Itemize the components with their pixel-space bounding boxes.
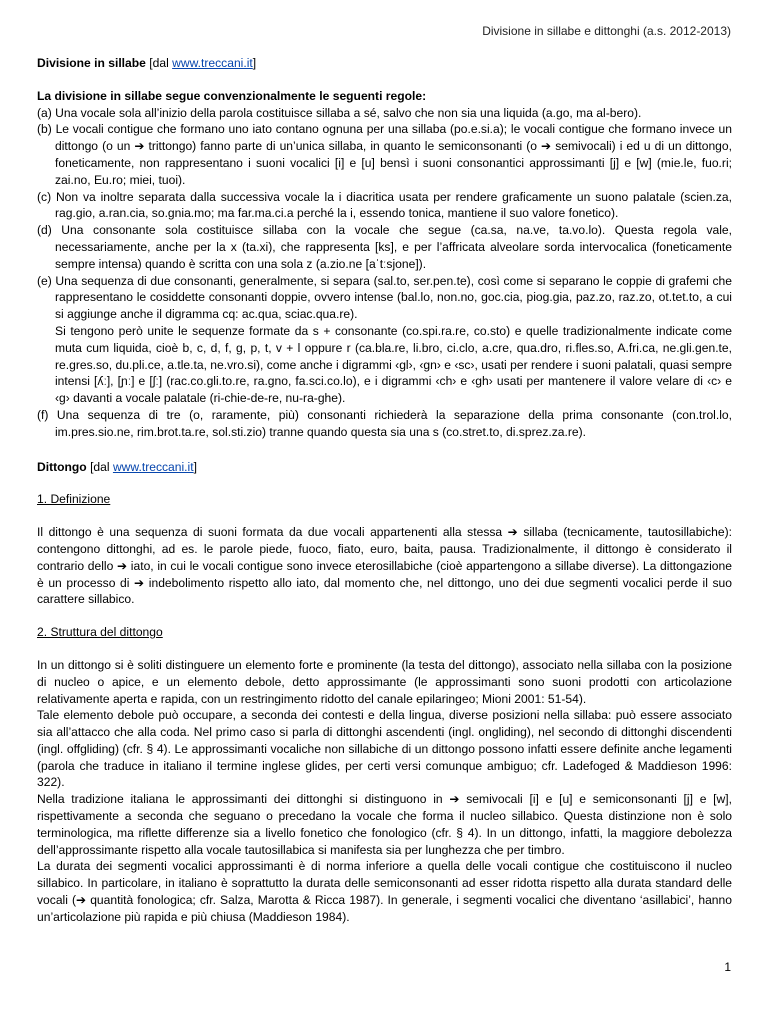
source-open: [dal (86, 459, 113, 474)
struttura-paragraph: In un dittongo si è soliti distinguere un elemento forte e prominente (la testa del dittongo), associato nella sillaba con la posizione di nucleo o apice, e un elemento debole, detto approssimante (le approssimanti sono suoni prodotti con articolazione relativamente aperta e rapida, con un restringimento ridotto del canale epilaringeo; Mioni 2001: 51-54). (37, 657, 732, 706)
page-header: Divisione in sillabe e dittonghi (a.s. 2012-2013) (482, 24, 731, 38)
subsection-title-definizione: 1. Definizione (37, 492, 111, 507)
subsection-title-struttura: 2. Struttura del dittongo (37, 625, 163, 640)
section-title-dittongo (37, 459, 732, 476)
section-title-divisione (37, 55, 732, 72)
rule-f: (f) Una sequenza di tre (o, raramente, più) consonanti richiederà la separazione della prima consonante (con.trol.lo, im.pres.sio.ne, rim.brot.ta.re, sol.sti.zio) tranne quando questa sia una s (co.stret.to, di.sprez.za.re). (37, 407, 732, 439)
document-body (37, 55, 732, 926)
source-open: [dal (145, 56, 173, 70)
rules-intro: La divisione in sillabe segue convenzionalmente le seguenti regole: (37, 88, 427, 103)
page-number: 1 (724, 960, 731, 974)
treccani-link[interactable]: www.treccani.it (112, 459, 194, 474)
struttura-paragraph: Nella tradizione italiana le approssimanti dei dittonghi si distinguono in ➔ semivocali [i] e [u] e semiconsonanti [j] e [w], rispettivamente a seconda che seguano o precedano la vocale che forma il nucleo sillabico. Questa distinzione non è solo terminologica, ma riflette differenze sia a livello fonetico che fonologico (cfr. § 4). In un dittongo, infatti, la maggiore debolezza dell’approssimante rispetto alla vocale tautosillabica si manifesta sia per lunghezza che per timbro. (37, 792, 732, 857)
source-close: ] (252, 56, 257, 70)
struttura-paragraph: Tale elemento debole può occupare, a seconda dei contesti e della lingua, diverse posizioni nella sillaba: può essere associato sia all’attacco che alla coda. Nel primo caso si parla di dittonghi ascendenti (ingl. ongliding), nel secondo di dittonghi discendenti (ingl. offgliding) (cfr. § 4). Le approssimanti vocaliche non sillabiche di un dittongo possono infatti essere definite anche legamenti (parola che traduce in italiano il termine inglese glides, per certi versi comunque ambiguo; cfr. Ladefoged & Maddieson 1996: 322). (37, 708, 732, 790)
definition-paragraph: Il dittongo è una sequenza di suoni formata da due vocali appartenenti alla stessa ➔ sillaba (tecnicamente, tautosillabiche): contengono dittonghi, ad es. le parole piede, fuoco, fiato, euro, baita, pausa. Tradizionalmente, il dittongo è considerato il contrario dello ➔ iato, in cui le vocali contigue sono invece eterosillabiche (cioè appartengono a sillabe diverse). La dittongazione è un processo di ➔ indebolimento rispetto allo iato, dal momento che, nel dittongo, uno dei due segmenti vocalici perde il suo carattere sillabico. (37, 525, 732, 607)
rule-b: (b) Le vocali contigue che formano uno iato contano ognuna per una sillaba (po.e.si.a); le vocali contigue che formano invece un dittongo (o un ➔ trittongo) fanno parte di un’unica sillaba, in quanto le semiconsonanti (o ➔ semivocali) i ed u di un dittongo, foneticamente, non rappresentano i suoni vocalici [i] e [u] bensì i suoni consonantici approssimanti [j] e [w] (mie.le, fuo.ri; zai.no, Eu.ro; miei, tuoi). (37, 122, 732, 187)
section-title-text: Dittongo (37, 459, 87, 474)
rule-d: (d) Una consonante sola costituisce sillaba con la vocale che segue (ca.sa, na.ve, ta.vo.lo). Questa regola vale, necessariamente, anche per la x (ta.xi), che rappresenta [ks], e per l’affricata alveolare sorda intervocalica (foneticamente sempre intensa) quando è scritta con una sola z (a.zio.ne [aˈtːsjone]). (37, 223, 732, 271)
rules-list (37, 105, 732, 441)
rule-c: (c) Non va inoltre separata dalla successiva vocale la i diacritica usata per rendere graficamente un suono palatale (scien.za, rag.gio, a.ran.cia, so.gnia.mo; ma far.ma.ci.a perché la i, essendo tonica, mantiene il suo valore fonetico). (37, 189, 732, 221)
section-title-text: Divisione in sillabe (37, 56, 146, 70)
rule-a: (a) Una vocale sola all’inizio della parola costituisce sillaba a sé, salvo che non sia una liquida (a.go, ma al-bero). (37, 105, 642, 120)
rule-e-continued: Si tengono però unite le sequenze formate da s + consonante (co.spi.ra.re, co.sto) e quelle tradizionalmente indicate come muta cum liquida, cioè b, c, d, f, g, p, t, v + l oppure r (ca.bla.re, li.bro, ci.clo, a.cre, qua.dro, ri.fles.so, A.fri.ca, ne.gli.gen.te, re.gres.so, du.pli.ce, a.tle.ta, ne.vro.si), come anche i digrammi ‹gl›, ‹gn› e ‹sc›, usati per rendere i suoni palatali, quasi sempre intensi [ʎː], [ɲː] e [ʃː] (rac.co.gli.to.re, ra.gno, fa.sci.co.lo), e i digrammi ‹ch› e ‹gh› usati per mantenere il valore velare di ‹c› e ‹g› davanti a vocale palatale (ri-chie-de-re, nu-ra-ghe). (55, 323, 732, 406)
rule-e: (e) Una sequenza di due consonanti, generalmente, si separa (sal.to, ser.pen.te), così come si separano le coppie di grafemi che rappresentano le cosiddette consonanti doppie, ovvero intense (bal.lo, non.no, goc.cia, piog.gia, paz.zo, raz.zo, ot.tet.to, a cui si aggiunge anche il digramma cq: ac.qua, sciac.qua.re). (37, 273, 732, 322)
treccani-link[interactable]: www.treccani.it (172, 56, 253, 70)
source-close: ] (193, 459, 197, 474)
struttura-paragraph: La durata dei segmenti vocalici approssimanti è di norma inferiore a quella delle vocali contigue che costituiscono il nucleo sillabico. In particolare, in italiano è soprattutto la durata delle semiconsonanti ad esser ridotta rispetto alla durata standard delle vocali (➔ quantità fonologica; cfr. Salza, Marotta & Ricca 1987). In generale, i segmenti vocalici che diventano ‘asillabici’, hanno un’articolazione più rapida e più chiusa (Maddieson 1984). (37, 859, 732, 924)
